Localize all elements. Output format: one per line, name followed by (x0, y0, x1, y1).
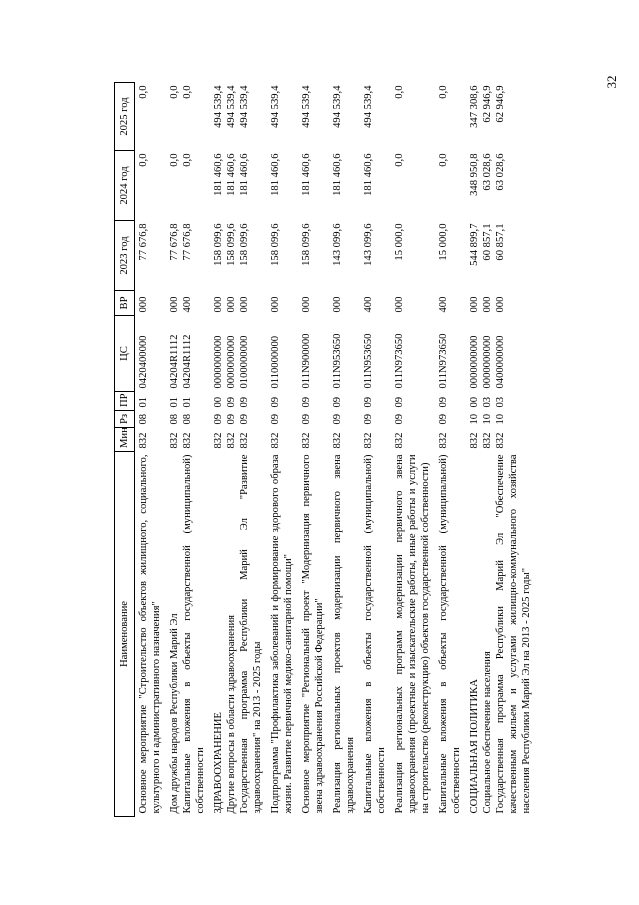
cell-name (466, 452, 536, 817)
cell-2024: 348 950,8 63 028,6 63 028,6 (469, 153, 506, 196)
cell-name (267, 452, 298, 817)
cell-cs: 011N953650 (363, 333, 374, 389)
cell-rz: 08 (138, 413, 149, 425)
header-2025: 2025 год (115, 83, 135, 151)
cell-cs: 0420400000 (138, 335, 149, 389)
cell-rz: 09 (301, 413, 312, 425)
cell-2025: 0,0 (438, 85, 449, 99)
cell-pr: 09 (438, 396, 449, 408)
cell-pr: 09 (363, 396, 374, 408)
cell-rz: 10 10 10 (469, 413, 506, 425)
cell-pr: 09 (332, 396, 343, 408)
cell-min: 832 (138, 432, 149, 449)
table-row (267, 83, 298, 817)
cell-cs: 0110000000 (270, 335, 281, 389)
cell-2024: 181 460,6 (301, 153, 312, 196)
cell-2023: 158 099,6 158 099,6 158 099,6 (213, 223, 250, 266)
row-name-text: Государственная программа Республики Марий Эл "Обеспечение качественным жильем и услугами жилищно-коммунального хозяйства населения Республики Марий Эл на 2013 - 2025 годы" (495, 454, 532, 814)
cell-2025: 494 539,4 (270, 85, 281, 128)
cell-2025: 0,0 (138, 85, 149, 99)
table-row (135, 83, 167, 817)
cell-2025: 494 539,4 (301, 85, 312, 128)
table-row (329, 83, 360, 817)
header-vr: ВР (115, 291, 135, 316)
cell-2023: 77 676,8 77 676,8 (169, 223, 193, 261)
cell-cs: 04204R1112 04204R1112 (169, 334, 193, 389)
cell-min: 832 832 (169, 432, 193, 449)
row-name-text: Социальное обеспечение населения (482, 651, 493, 814)
cell-pr: 09 (394, 396, 405, 408)
row-name-text: Другие вопросы в области здравоохранения (226, 615, 237, 814)
cell-rz: 08 08 (169, 413, 193, 425)
cell-2025: 494 539,4 (363, 85, 374, 128)
cell-rz: 09 (363, 413, 374, 425)
header-pr: ПР (115, 392, 135, 411)
cell-cs: 011N953650 (332, 333, 343, 389)
row-name-text: ЗДРАВООХРАНЕНИЕ (213, 712, 224, 814)
table-row (298, 83, 329, 817)
cell-2025: 0,0 0,0 (169, 85, 193, 99)
cell-rz: 09 (394, 413, 405, 425)
cell-cs: 011N973650 (394, 333, 405, 389)
cell-min: 832 832 832 (469, 432, 506, 449)
cell-name (360, 452, 391, 817)
cell-name (298, 452, 329, 817)
cell-2025: 0,0 (394, 85, 405, 99)
header-min: Мин (115, 428, 135, 452)
cell-vr: 000 (138, 296, 149, 313)
cell-2025: 347 308,6 62 946,9 62 946,9 (469, 85, 506, 128)
header-name: Наименование (115, 452, 135, 817)
cell-min: 832 (270, 432, 281, 449)
row-name-text: Основное мероприятие "Региональный проект "Модернизация первичного звена здравоохранения Российской Федерации" (301, 454, 325, 814)
cell-pr: 09 (270, 396, 281, 408)
cell-2024: 181 460,6 181 460,6 181 460,6 (213, 153, 250, 196)
cell-cs: 0000000000 0000000000 0100000000 (213, 335, 250, 389)
table-header-row (115, 83, 135, 817)
cell-rz: 09 (438, 413, 449, 425)
cell-2024: 181 460,6 (363, 153, 374, 196)
cell-vr: 000 400 (169, 296, 193, 313)
header-rz: Рз (115, 411, 135, 428)
cell-vr: 000 (301, 296, 312, 313)
rotated-table-container (114, 83, 564, 817)
table-row (391, 83, 435, 817)
table-row (466, 83, 536, 817)
cell-2023: 158 099,6 (301, 223, 312, 266)
cell-name (135, 452, 167, 817)
cell-name (435, 452, 466, 817)
row-name-text: Государственная программа Республики Марий Эл "Развитие здравоохранения" на 2013 - 2025 годы (239, 454, 263, 814)
cell-2023: 143 099,6 (363, 223, 374, 266)
table-body (135, 83, 537, 817)
row-name-text: Капитальные вложения в объекты государственной (муниципальной) собственности (363, 454, 387, 814)
cell-rz: 09 (332, 413, 343, 425)
cell-2024: 181 460,6 (332, 153, 343, 196)
table-row (435, 83, 466, 817)
table-row (166, 83, 210, 817)
row-name-text: Подпрограмма "Профилактика заболеваний и формирование здорового образа жизни. Развитие первичной медико-санитарной помощи" (270, 454, 294, 814)
cell-pr: 01 (138, 396, 149, 408)
cell-pr: 01 01 (169, 396, 193, 408)
cell-2024: 0,0 (138, 153, 149, 167)
budget-table (114, 82, 536, 817)
cell-2024: 0,0 0,0 (169, 153, 193, 167)
cell-2023: 158 099,6 (270, 223, 281, 266)
cell-2024: 0,0 (394, 153, 405, 167)
cell-2025: 494 539,4 (332, 85, 343, 128)
cell-vr: 000 000 000 (213, 296, 250, 313)
page-number: 32 (604, 75, 619, 89)
cell-2023: 15 000,0 (394, 223, 405, 261)
cell-2023: 143 099,6 (332, 223, 343, 266)
row-name-text: СОЦИАЛЬНАЯ ПОЛИТИКА (469, 679, 480, 814)
row-name-text: Капитальные вложения в объекты государственной (муниципальной) собственности (438, 454, 462, 814)
table-row (360, 83, 391, 817)
row-name-text: Капитальные вложения в объекты государственной (муниципальной) собственности (182, 454, 206, 814)
header-2024: 2024 год (115, 151, 135, 221)
cell-2023: 544 899,7 60 857,1 60 857,1 (469, 223, 506, 266)
cell-min: 832 (438, 432, 449, 449)
cell-vr: 400 (363, 296, 374, 313)
cell-rz: 09 09 09 (213, 413, 250, 425)
row-name-text: Основное мероприятие "Строительство объектов жилищного, социального, культурного и административного назначения" (138, 454, 162, 814)
cell-name (391, 452, 435, 817)
cell-2023: 15 000,0 (438, 223, 449, 261)
cell-2023: 77 676,8 (138, 223, 149, 261)
cell-vr: 000 (332, 296, 343, 313)
cell-2025: 494 539,4 494 539,4 494 539,4 (213, 85, 250, 128)
table-row (210, 83, 267, 817)
cell-2024: 0,0 (438, 153, 449, 167)
cell-min: 832 832 832 (213, 432, 250, 449)
row-name-text: Реализация региональных проектов модернизации первичного звена здравоохранения (332, 454, 356, 814)
cell-pr: 00 09 09 (213, 396, 250, 408)
header-cs: ЦС (115, 316, 135, 392)
row-name-text: Дом дружбы народов Республики Марий Эл (169, 613, 180, 814)
cell-pr: 00 03 03 (469, 396, 506, 408)
cell-cs: 011N973650 (438, 333, 449, 389)
cell-name (329, 452, 360, 817)
cell-name (210, 452, 267, 817)
cell-min: 832 (394, 432, 405, 449)
cell-min: 832 (363, 432, 374, 449)
cell-rz: 09 (270, 413, 281, 425)
cell-2024: 181 460,6 (270, 153, 281, 196)
cell-name (166, 452, 210, 817)
cell-min: 832 (332, 432, 343, 449)
cell-vr: 000 (270, 296, 281, 313)
cell-min: 832 (301, 432, 312, 449)
row-name-text: Реализация региональных программ модернизации первичного звена здравоохранения (проектные и изыскательские работы, иные работы и услуги на строительство (реконструкцию) объектов государственной собственности) (394, 454, 431, 814)
cell-pr: 09 (301, 396, 312, 408)
cell-vr: 400 (438, 296, 449, 313)
cell-vr: 000 (394, 296, 405, 313)
cell-cs: 0000000000 0000000000 0400000000 (469, 335, 506, 389)
cell-vr: 000 000 000 (469, 296, 506, 313)
header-2023: 2023 год (115, 221, 135, 291)
cell-cs: 011N900000 (301, 333, 312, 389)
